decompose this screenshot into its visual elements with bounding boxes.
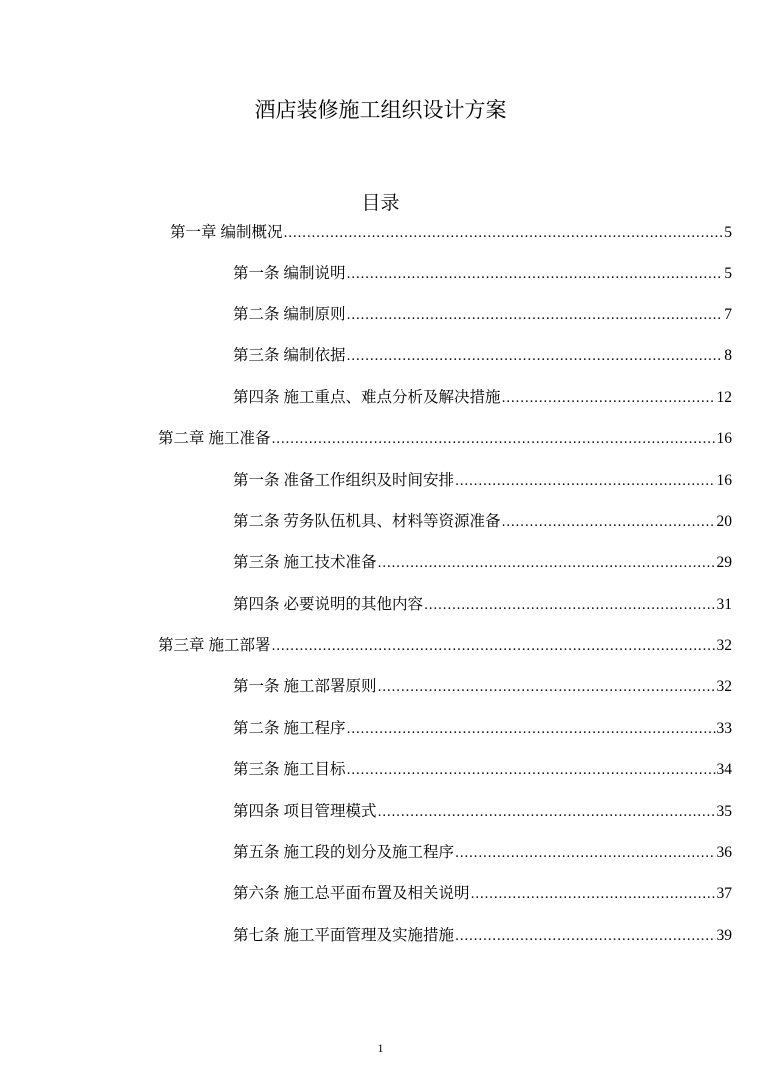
toc-entry-label [233,506,501,536]
toc-entry-section[interactable] [233,382,732,412]
toc-entry-section[interactable] [233,796,732,826]
toc-entry-text: 编制原则 [283,305,346,323]
toc-entry-label [233,754,346,784]
toc-page-number: 7 [724,306,732,323]
toc-entry-label [233,299,346,329]
toc-dot-leader [378,798,716,828]
toc-dot-leader [455,839,715,869]
toc-entry-text: 劳务队伍机具、材料等资源准备 [283,512,501,530]
toc-entry-label [170,217,283,247]
toc-page-number: 5 [724,224,732,241]
toc-page-number: 36 [716,844,732,861]
toc-entry-section[interactable] [233,547,732,577]
toc-entry-chapter[interactable] [158,630,732,660]
toc-entry-text: 施工技术准备 [283,553,377,571]
toc-dot-leader [378,549,716,579]
toc-dot-leader [347,756,716,786]
toc-dot-leader [347,260,724,290]
toc-entry-number: 第二章 [158,429,205,447]
toc-entry-text: 施工部署 [208,636,271,654]
toc-dot-leader [378,673,716,703]
toc-entry-section[interactable] [233,258,732,288]
toc-entry-label [158,630,271,660]
toc-dot-leader [272,425,716,455]
toc-entry-number: 第三条 [233,760,280,778]
toc-entry-text: 编制概况 [220,223,283,241]
toc-entry-number: 第一条 [233,677,280,695]
toc-entry-text: 编制说明 [283,264,346,282]
toc-entry-text: 编制依据 [283,346,346,364]
toc-page-number: 12 [716,389,732,406]
toc-entry-section[interactable] [233,465,732,495]
toc-entry-label [233,837,454,867]
toc-dot-leader [471,880,716,910]
toc-entry-text: 施工部署原则 [283,677,377,695]
toc-entry-number: 第二条 [233,719,280,737]
toc-dot-leader [347,342,724,372]
toc-page-number: 20 [716,513,732,530]
toc-entry-text: 必要说明的其他内容 [283,595,424,613]
toc-entry-label [158,423,271,453]
toc-entry-number: 第三条 [233,346,280,364]
toc-entry-chapter[interactable] [170,217,732,247]
document-title: 酒店装修施工组织设计方案 [254,98,507,122]
page-footer-number: 1 [377,1041,384,1055]
toc-dot-leader [347,715,716,745]
toc-entry-number: 第七条 [233,926,280,944]
toc-entry-text: 施工平面管理及实施措施 [283,926,455,944]
toc-page-number: 16 [716,472,732,489]
toc-entry-label [233,465,454,495]
toc-entry-number: 第四条 [233,388,280,406]
toc-page-number: 29 [716,554,732,571]
toc-entry-text: 项目管理模式 [283,802,377,820]
toc-dot-leader [455,922,715,952]
toc-entry-number: 第一章 [170,223,217,241]
toc-entry-number: 第二条 [233,512,280,530]
toc-page-number: 39 [716,927,732,944]
toc-entry-text: 施工准备 [208,429,271,447]
toc-entry-section[interactable] [233,920,732,950]
toc-entry-label [233,671,377,701]
toc-entry-section[interactable] [233,506,732,536]
toc-entry-number: 第一条 [233,471,280,489]
toc-entry-label [233,713,346,743]
toc-entry-text: 施工目标 [283,760,346,778]
toc-page-number: 8 [724,347,732,364]
toc-entry-label [233,547,377,577]
toc-entry-section[interactable] [233,671,732,701]
toc-dot-leader [284,219,724,249]
toc-entry-label [233,878,470,908]
toc-entry-label [233,258,346,288]
toc-page-number: 31 [716,596,732,613]
toc-entry-text: 施工程序 [283,719,346,737]
toc-page-number: 16 [716,430,732,447]
toc-page-number: 32 [716,637,732,654]
toc-entry-section[interactable] [233,754,732,784]
toc-entry-text: 施工重点、难点分析及解决措施 [283,388,501,406]
toc-page-number: 33 [716,720,732,737]
toc-entry-text: 准备工作组织及时间安排 [283,471,455,489]
toc-entry-label [233,920,454,950]
toc-entry-number: 第四条 [233,802,280,820]
toc-entry-chapter[interactable] [158,423,732,453]
toc-dot-leader [347,301,724,331]
toc-dot-leader [272,632,716,662]
toc-dot-leader [455,467,715,497]
toc-entry-section[interactable] [233,340,732,370]
toc-dot-leader [502,508,716,538]
toc-page-number: 32 [716,678,732,695]
toc-entry-label [233,340,346,370]
toc-page-number: 35 [716,803,732,820]
toc-entry-number: 第三条 [233,553,280,571]
toc-entry-number: 第四条 [233,595,280,613]
toc-entry-label [233,589,423,619]
toc-entry-number: 第二条 [233,305,280,323]
toc-entry-number: 第五条 [233,843,280,861]
toc-page-number: 34 [716,761,732,778]
toc-entry-number: 第三章 [158,636,205,654]
toc-entry-number: 第一条 [233,264,280,282]
toc-entry-text: 施工段的划分及施工程序 [283,843,455,861]
toc-page-number: 37 [716,885,732,902]
toc-dot-leader [424,591,715,621]
toc-page-number: 5 [724,265,732,282]
toc-entry-section[interactable] [233,299,732,329]
toc-entry-section[interactable] [233,837,732,867]
toc-entry-text: 施工总平面布置及相关说明 [283,884,470,902]
toc-entry-section[interactable] [233,589,732,619]
toc-dot-leader [502,384,716,414]
toc-entry-label [233,796,377,826]
toc-heading: 目录 [361,192,400,214]
toc-entry-number: 第六条 [233,884,280,902]
toc-entry-section[interactable] [233,878,732,908]
toc-entry-label [233,382,501,412]
toc-entry-section[interactable] [233,713,732,743]
